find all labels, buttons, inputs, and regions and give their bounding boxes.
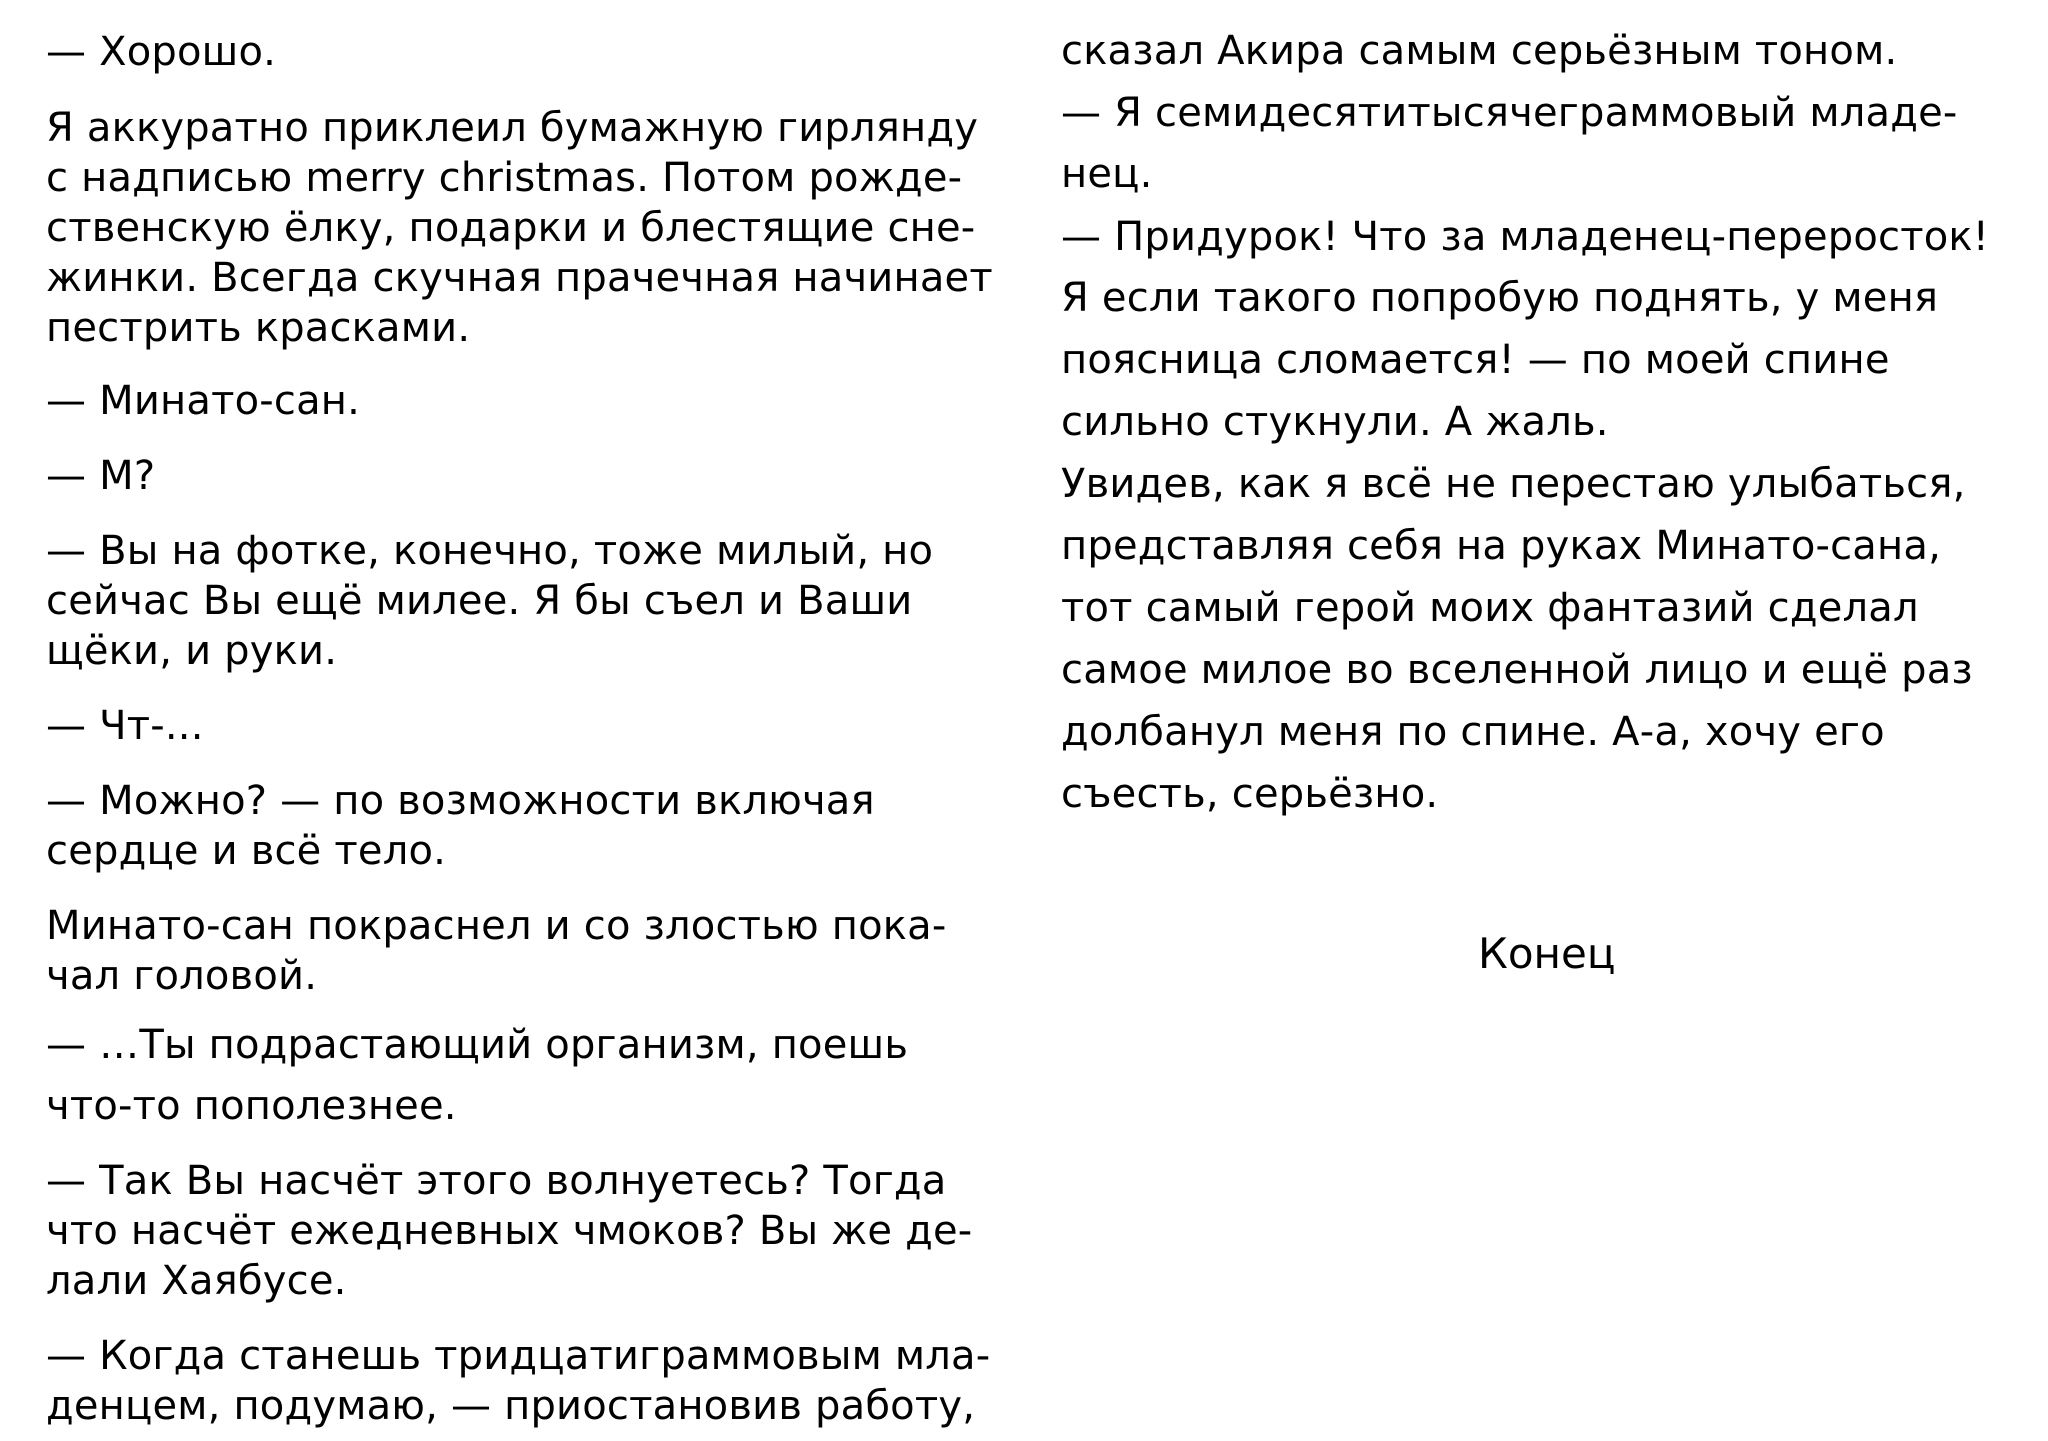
text-line: Увидев, как я всё не перестаю улыбаться, bbox=[1061, 461, 1966, 507]
text-line: — Вы на фотке, конечно, тоже милый, но bbox=[46, 528, 934, 574]
text-line: сейчас Вы ещё милее. Я бы съел и Ваши bbox=[46, 578, 913, 624]
text-line: — Придурок! Что за младенец-переросток! bbox=[1061, 214, 1990, 260]
text-line: долбанул меня по спине. А-а, хочу его bbox=[1061, 709, 1885, 755]
text-line: жинки. Всегда скучная прачечная начинает bbox=[46, 255, 993, 301]
text-line: что насчёт ежедневных чмоков? Вы же де- bbox=[46, 1208, 973, 1254]
text-line: лали Хаябусе. bbox=[46, 1258, 347, 1304]
text-line: пестрить красками. bbox=[46, 305, 471, 351]
text-line: представляя себя на руках Минато-сана, bbox=[1061, 523, 1942, 569]
text-line: нец. bbox=[1061, 151, 1153, 197]
text-line: тот самый герой моих фантазий сделал bbox=[1061, 585, 1919, 631]
text-line: что-то пополезнее. bbox=[46, 1083, 457, 1129]
text-line: Минато-сан покраснел и со злостью пока- bbox=[46, 903, 947, 949]
text-line: — Я семидесятитысячеграммовый младе- bbox=[1061, 90, 1958, 136]
text-line: — Так Вы насчёт этого волнуетесь? Тогда bbox=[46, 1158, 947, 1204]
text-line: денцем, подумаю, — приостановив работу, bbox=[46, 1383, 976, 1429]
text-line: щёки, и руки. bbox=[46, 628, 338, 674]
text-line: Я если такого попробую поднять, у меня bbox=[1061, 275, 1939, 321]
text-line: сильно стукнули. А жаль. bbox=[1061, 399, 1609, 445]
text-line: ственскую ёлку, подарки и блестящие сне- bbox=[46, 205, 976, 251]
text-line: с надписью merry christmas. Потом рожде- bbox=[46, 155, 963, 201]
text-line: съесть, серьёзно. bbox=[1061, 771, 1439, 817]
text-line: — Можно? — по возможности включая bbox=[46, 778, 875, 824]
text-line: — Чт-... bbox=[46, 703, 204, 749]
text-line: — Минато-сан. bbox=[46, 378, 361, 424]
text-line: Я аккуратно приклеил бумажную гирлянду bbox=[46, 105, 979, 151]
text-line: — М? bbox=[46, 453, 156, 499]
text-line: сердце и всё тело. bbox=[46, 828, 447, 874]
text-line: сказал Акира самым серьёзным тоном. bbox=[1061, 28, 1898, 74]
text-line: — …Ты подрастающий организм, поешь bbox=[46, 1022, 909, 1068]
text-line: — Когда станешь тридцатиграммовым мла- bbox=[46, 1333, 991, 1379]
text-line: самое милое во вселенной лицо и ещё раз bbox=[1061, 647, 1973, 693]
text-line: — Хорошо. bbox=[46, 29, 277, 75]
text-line: чал головой. bbox=[46, 953, 318, 999]
text-line: поясница сломается! — по моей спине bbox=[1061, 337, 1890, 383]
ending-label: Конец bbox=[1478, 929, 1616, 978]
